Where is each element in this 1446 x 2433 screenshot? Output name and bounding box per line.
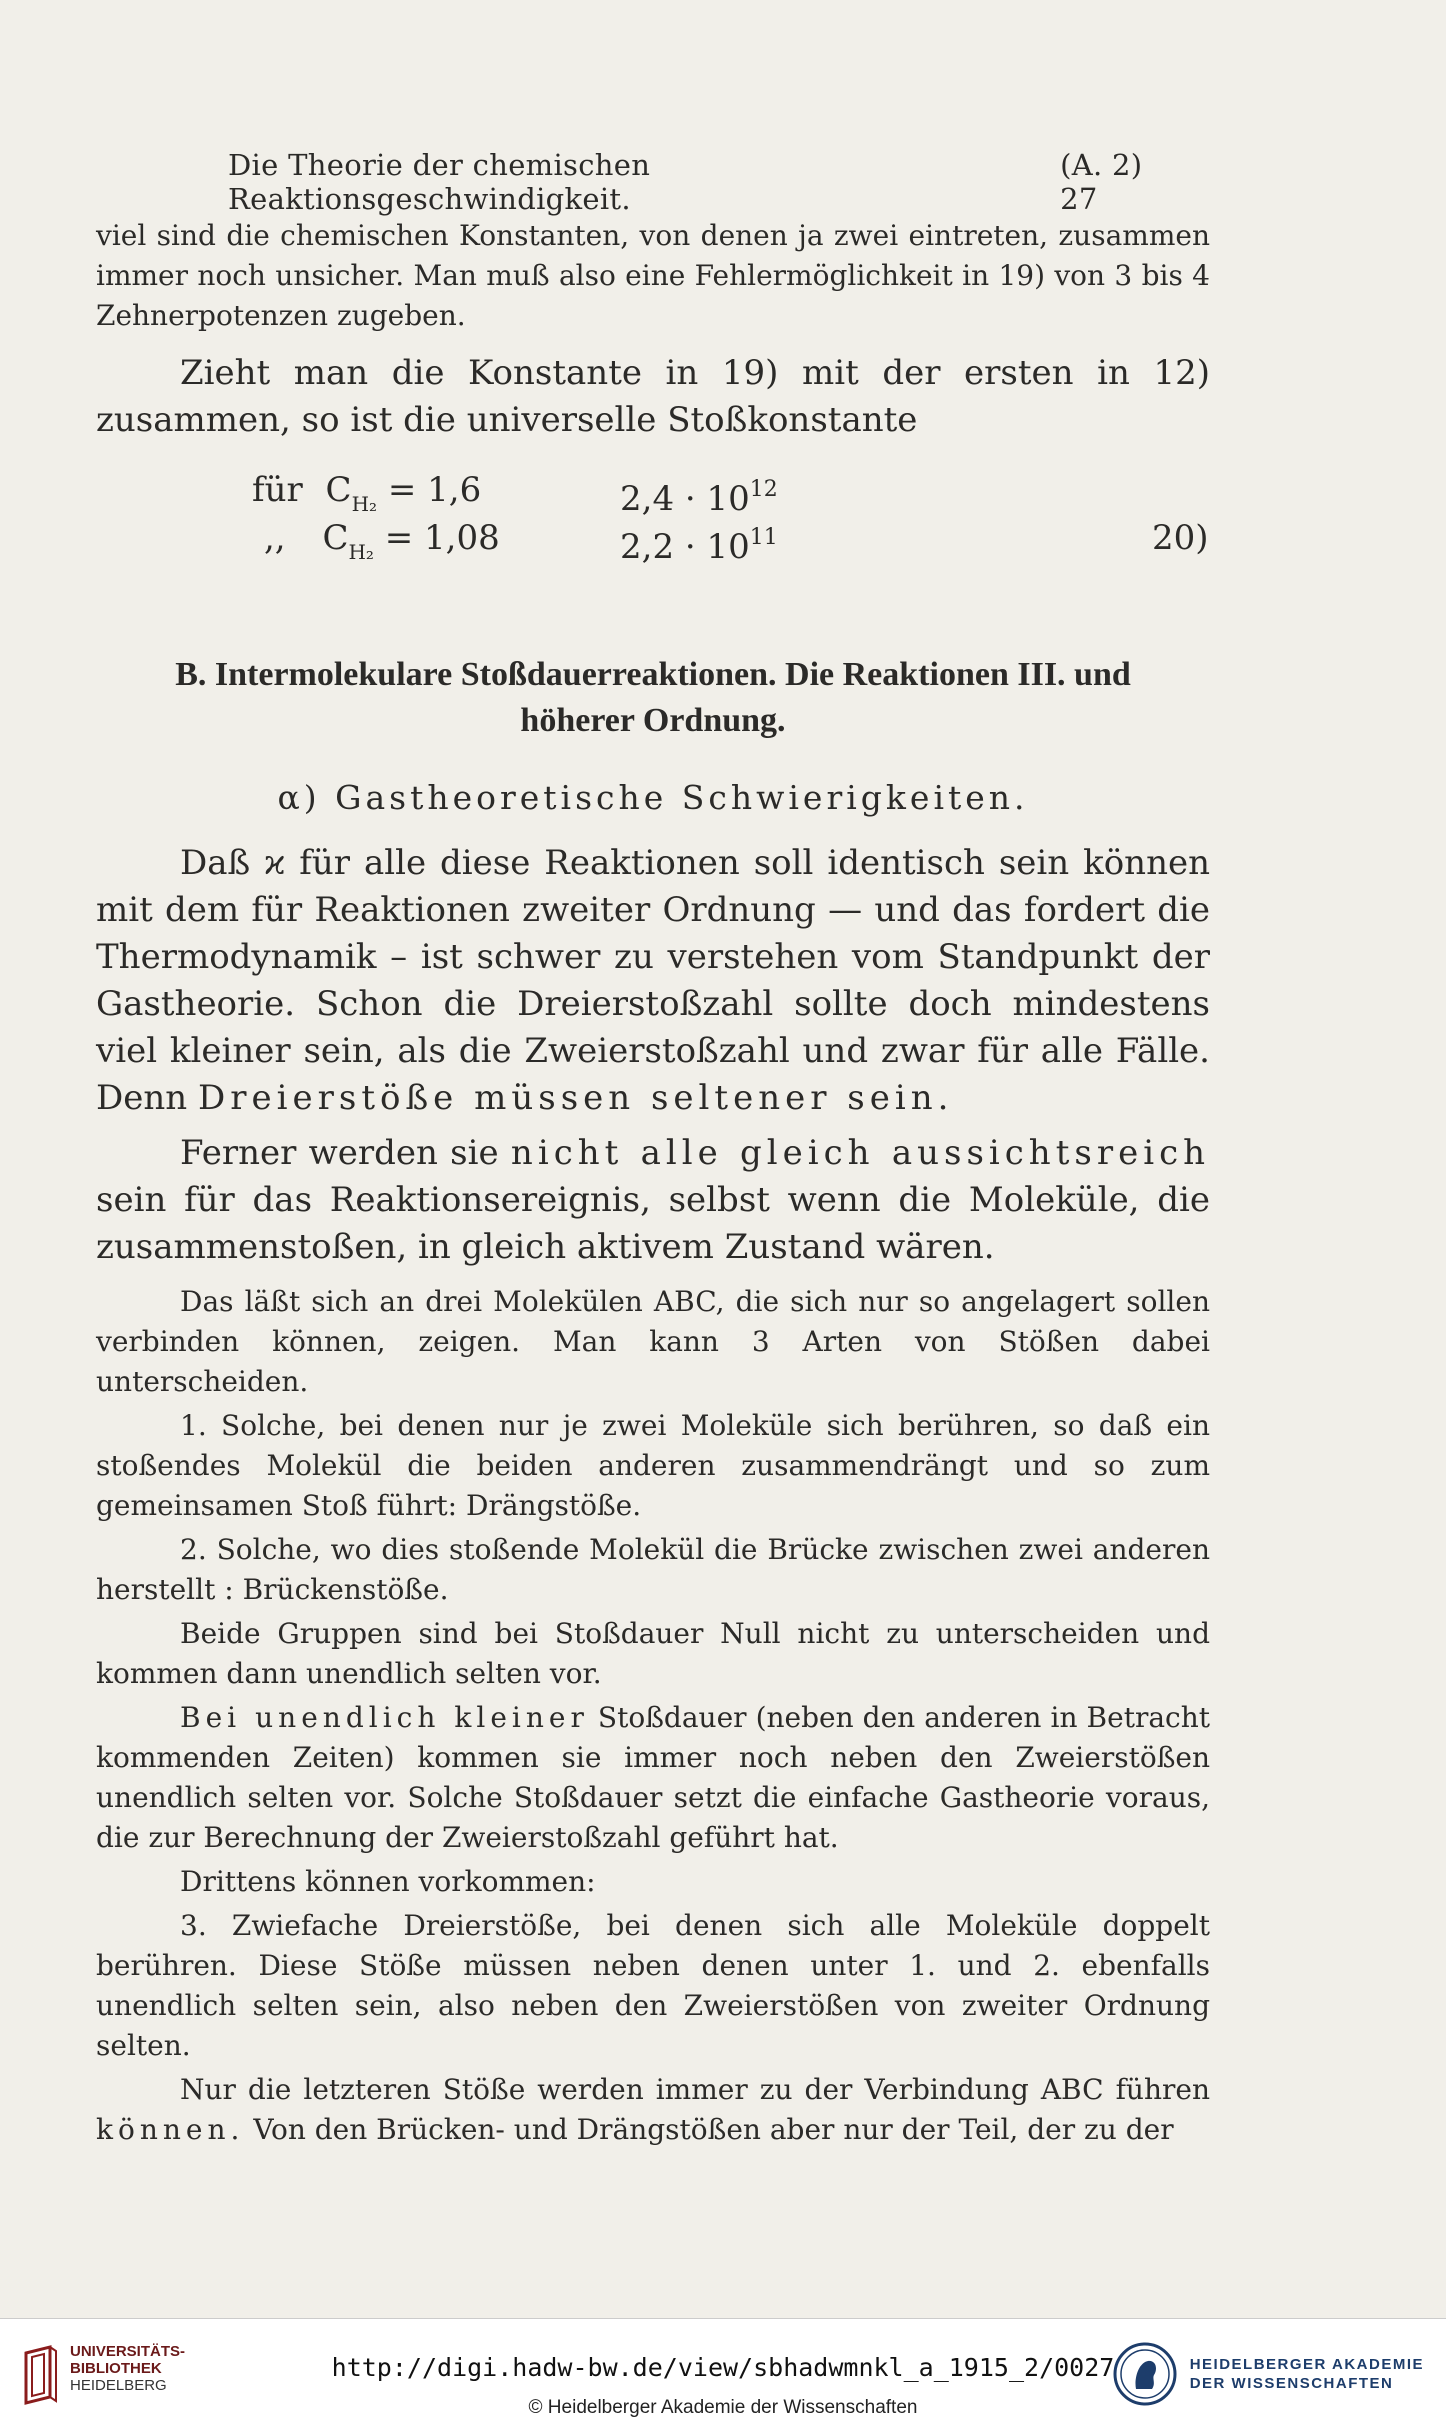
small-paragraph: Das läßt sich an drei Molekülen ABC, die sich nur so angelagert sollen verbinden können, zeigen. Man kann 3 Arten von Stößen dabei unterscheiden. (96, 1285, 1210, 1398)
small-paragraph (96, 1698, 1210, 1858)
small-paragraph: Beide Gruppen sind bei Stoßdauer Null nicht zu unterscheiden und kommen dann unendlich selten vor. (96, 1617, 1210, 1690)
intro-paragraph (96, 216, 1210, 336)
para2-spaced: nicht alle gleich aussichtsreich (510, 1133, 1211, 1173)
small-paragraph-end: Von den Brücken- und Drängstößen aber nur der Teil, der zu der (253, 2113, 1174, 2146)
formula-equals: = 1,08 (384, 518, 500, 558)
source-url-link[interactable]: http://digi.hadw-bw.de/view/sbhadwmnkl_a_1915_2/0027 (331, 2353, 1115, 2382)
small-paragraph-rest: Stoßdauer (neben den anderen in Betracht kommenden Zeiten) kommen sie immer noch neben den Zweierstößen unendlich selten vor. Solche Stoßdauer setzt die einfache Gastheorie voraus, die zur Berechnung der Zweierstoßzahl geführt hat. (96, 1701, 1210, 1854)
running-title: Die Theorie der chemischen Reaktionsgeschwindigkeit. (228, 148, 651, 216)
small-print-section (96, 1282, 1210, 2150)
small-paragraph: 2. Solche, wo dies stoßende Molekül die Brücke zwischen zwei anderen herstellt : Brückenstöße. (96, 1533, 1210, 1606)
formula-prefix: für (252, 470, 303, 510)
formula-subscript: H₂ (348, 540, 374, 564)
formula-value: 2,2 · 10 (620, 527, 750, 567)
subheading: α) Gastheoretische Schwierigkeiten. (277, 778, 1029, 817)
formula-exponent: 11 (749, 525, 778, 550)
academy-line-1: HEIDELBERGER AKADEMIE (1189, 2356, 1424, 2373)
formula-subscript: H₂ (351, 492, 378, 516)
formula-symbol: C (325, 470, 352, 510)
section-heading (96, 652, 1210, 744)
running-header (228, 148, 1208, 216)
library-line-2: BIBLIOTHEK (70, 2360, 162, 2377)
small-paragraph: 3. Zwiefache Dreierstöße, bei denen sich alle Moleküle doppelt berühren. Diese Stöße müssen neben denen unter 1. und 2. ebenfalls unendlich selten sein, also neben den Zweierstößen von zweiter Ordnung selten. (96, 1909, 1210, 2062)
section-heading-line-1: B. Intermolekulare Stoßdauerreaktionen. Die Reaktionen III. und (175, 656, 1131, 693)
section-ref: (A. 2) (1060, 148, 1143, 182)
zieht-text: Zieht man die Konstante in 19) mit der ersten in 12) zusammen, so ist die universelle Stoßkonstante (96, 353, 1210, 440)
small-paragraph: 1. Solche, bei denen nur je zwei Moleküle sich berühren, so daß ein stoßendes Molekül die beiden anderen zusammendrängt und so zum gemeinsamen Stoß führt: Drängstöße. (96, 1409, 1210, 1522)
paragraph-1 (96, 840, 1210, 1122)
formula-equals: = 1,6 (387, 470, 482, 510)
para1-text (96, 840, 1210, 1122)
formula-symbol: C (322, 518, 349, 558)
equation-number: 20) (1152, 518, 1209, 558)
library-line-3: HEIDELBERG (70, 2377, 167, 2394)
para2-end: sein für das Reaktionsereignis, selbst wenn die Moleküle, die zusammenstoßen, in gleich aktivem Zustand wären. (96, 1180, 1210, 1267)
para2-start: Ferner werden sie (180, 1133, 499, 1173)
copyright-notice: © Heidelberger Akademie der Wissenschaften (528, 2397, 918, 2418)
small-paragraph: Drittens können vorkommen: (180, 1865, 596, 1898)
para1-spaced: Dreierstöße müssen seltener sein. (198, 1078, 954, 1118)
para2-text (96, 1130, 1210, 1271)
spaced-text: Bei unendlich kleiner (180, 1701, 589, 1734)
formula-value: 2,4 · 10 (620, 479, 750, 519)
formula-prefix: ,, (264, 518, 286, 558)
small-paragraph (96, 2070, 1210, 2150)
section-heading-line-2: höherer Ordnung. (520, 702, 786, 739)
formula-value-2 (620, 518, 778, 567)
academy-seal-icon (1112, 2341, 1178, 2407)
header-right (1060, 148, 1208, 216)
formula-row-2 (264, 518, 500, 572)
academy-brand (1112, 2341, 1424, 2407)
spaced-text: können. (96, 2113, 245, 2146)
library-line-1: UNIVERSITÄTS- (70, 2343, 186, 2360)
formula-row-1 (252, 470, 481, 524)
para1-main: Daß ϰ für alle diese Reaktionen soll identisch sein können mit dem für Reaktionen zweiter Ordnung — und das fordert die Thermodynamik – ist schwer zu verstehen vom Standpunkt der Gastheorie. Schon die Dreierstoßzahl sollte doch mindestens viel kleiner sein, als die Zweierstoßzahl und zwar für alle Fälle. Denn (96, 843, 1210, 1118)
digitization-footer (0, 2318, 1446, 2433)
small-paragraph-start: Nur die letzteren Stöße werden immer zu der Verbindung ABC führen (180, 2073, 1210, 2106)
page-number: 27 (1060, 182, 1098, 216)
formula-exponent: 12 (749, 477, 778, 502)
academy-name (1190, 2355, 1424, 2393)
paragraph-2 (96, 1130, 1210, 1271)
intro-text: viel sind die chemischen Konstanten, von denen ja zwei eintreten, zusammen immer noch unsicher. Man muß also eine Fehlermöglichkeit in 19) von 3 bis 4 Zehnerpotenzen zugeben. (96, 219, 1210, 332)
academy-line-2: DER WISSENSCHAFTEN (1189, 2375, 1394, 2392)
paragraph-zieht (96, 350, 1210, 444)
formula-value-1 (620, 470, 778, 519)
